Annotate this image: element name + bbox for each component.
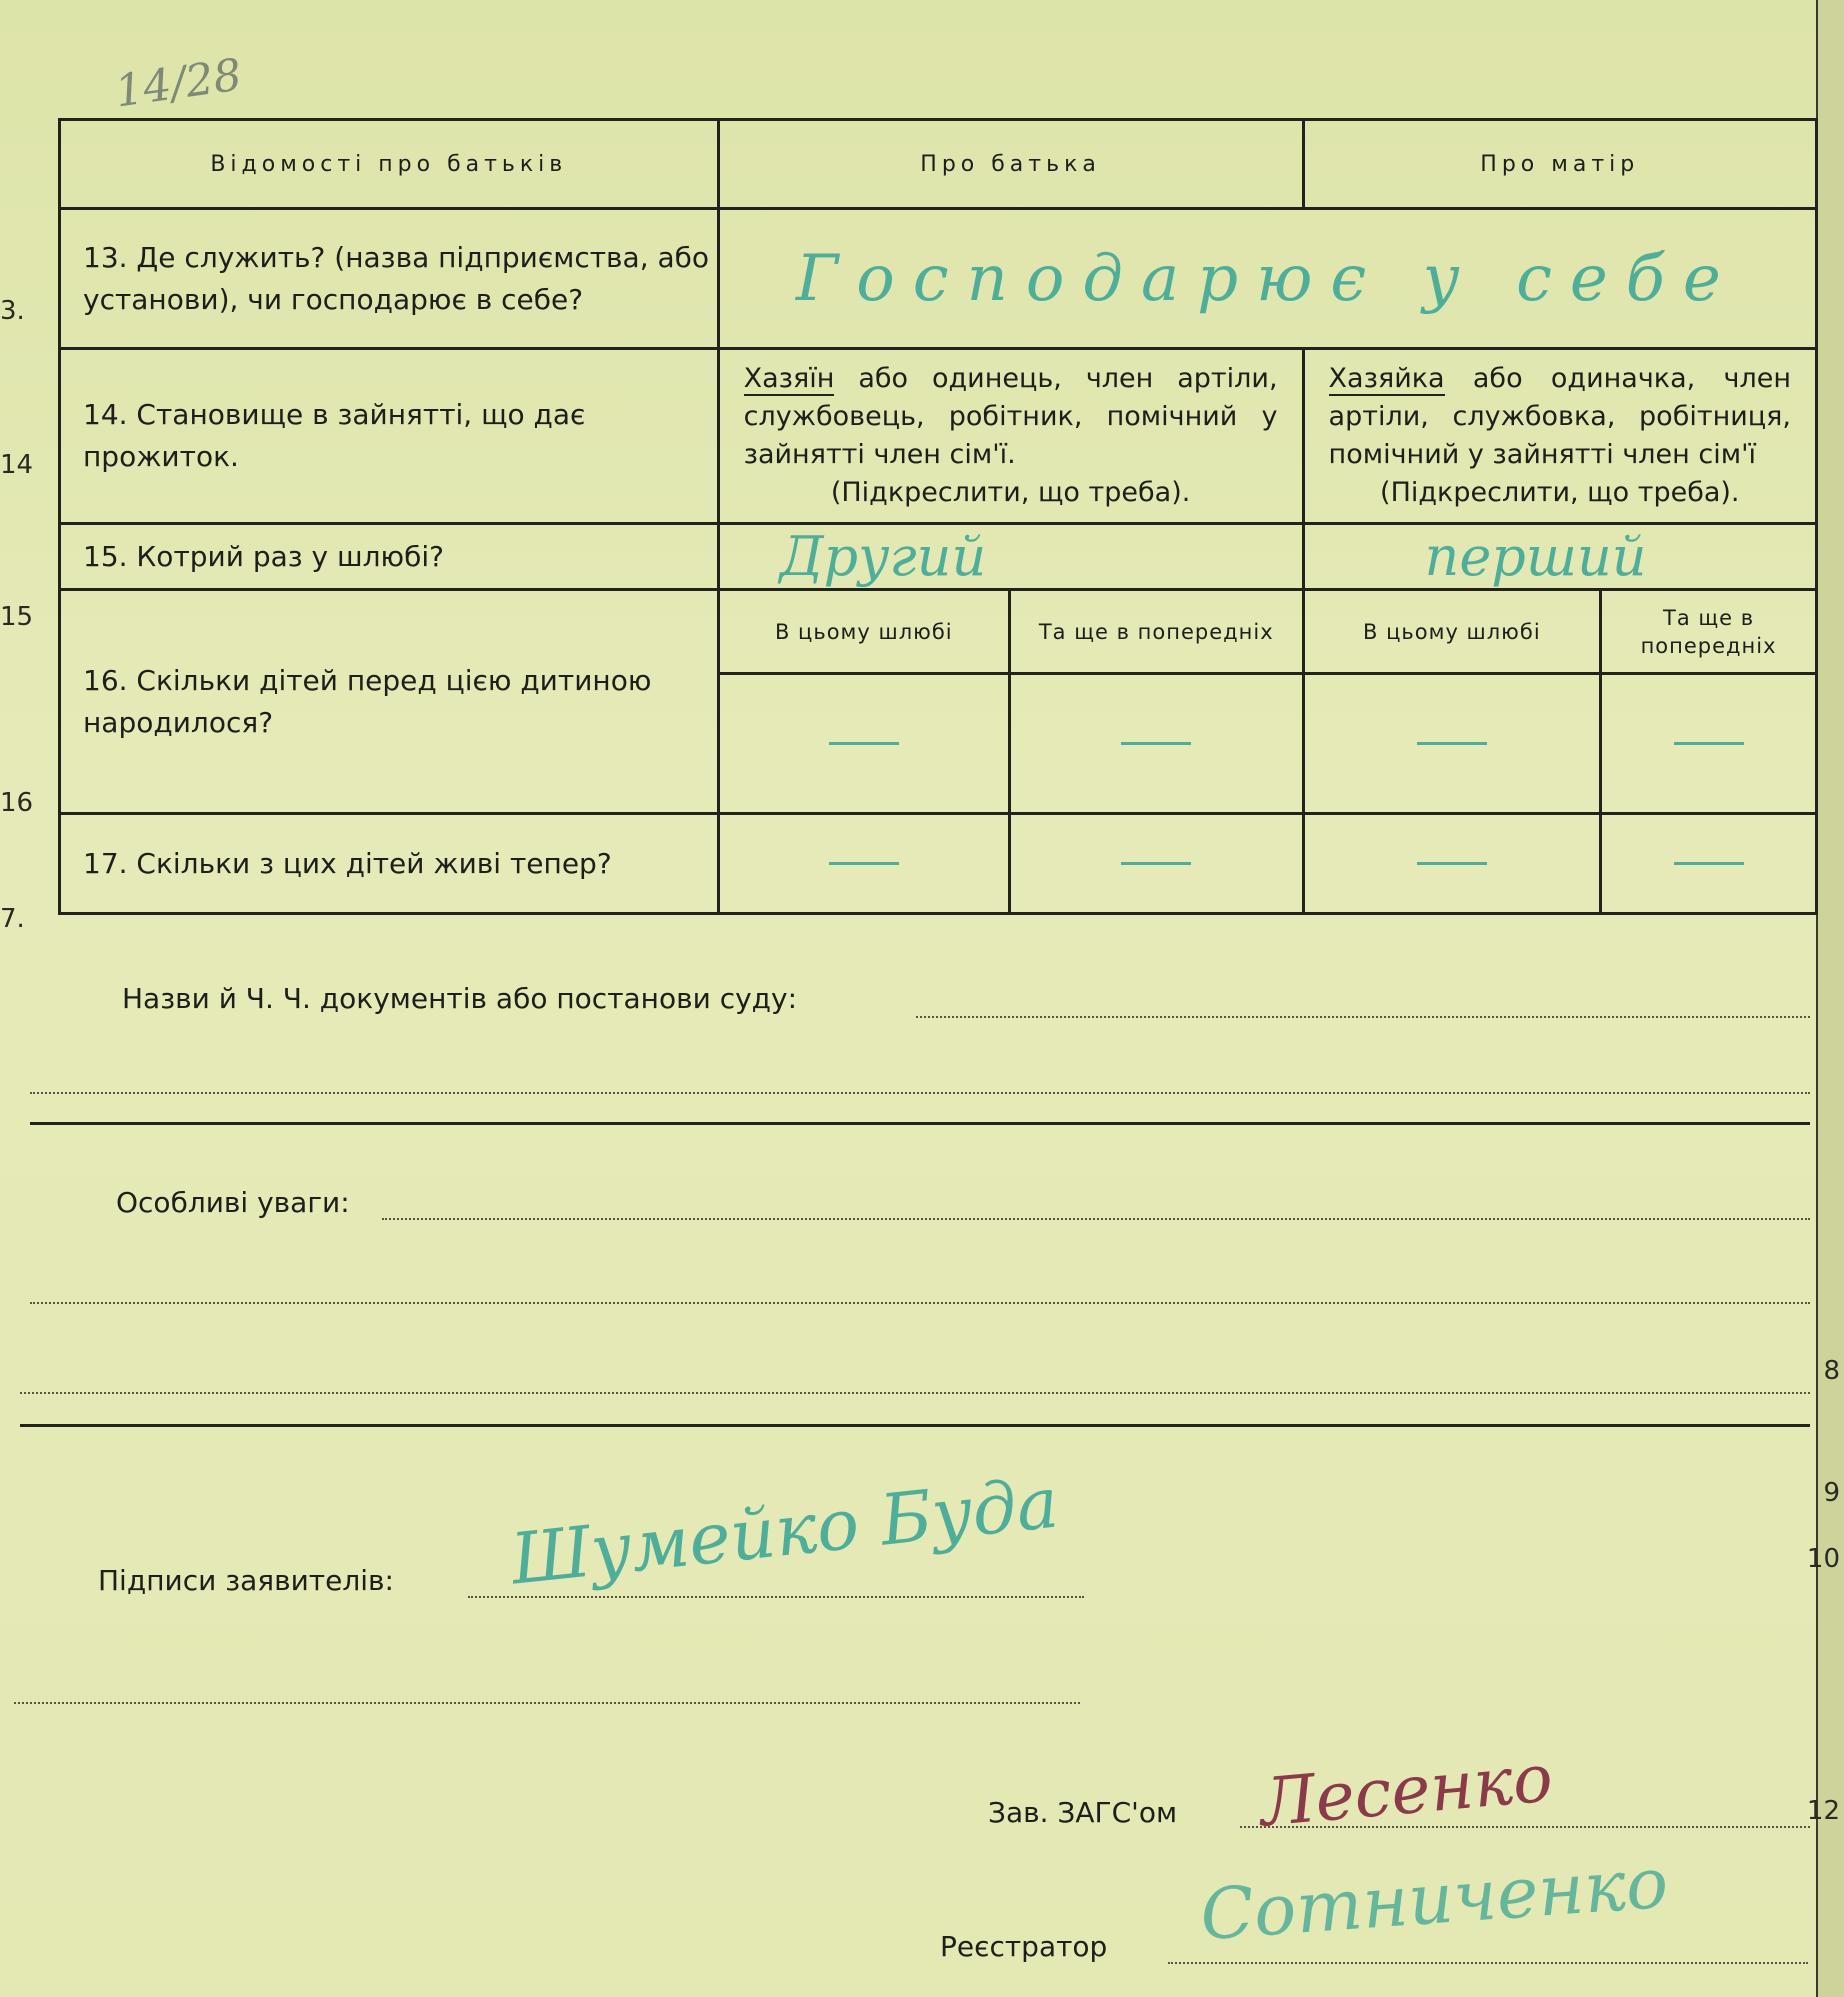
registrar-signature-line <box>1168 1962 1808 1964</box>
left-margin-number: 16 <box>0 788 34 818</box>
father-children-this-marriage <box>718 674 1009 814</box>
top-handwritten-note: 14/28 <box>112 49 245 118</box>
dash-mark <box>1674 742 1744 745</box>
registrar-label: Реєстратор <box>940 1930 1108 1963</box>
father-children-previous <box>1009 674 1303 814</box>
question-17-label: 17. Скільки з цих дітей живі тепер? <box>60 814 719 914</box>
signatures-dotted-line-2 <box>14 1702 1080 1704</box>
head-registry-label: Зав. ЗАГС'ом <box>988 1796 1178 1829</box>
question-13-label: 13. Де служить? (назва підприємства, або установи), чи господарює в себе? <box>60 209 719 349</box>
father-marriage-handwriting: Другий <box>779 525 987 588</box>
mother-instruction: (Підкреслити, що треба). <box>1380 477 1740 508</box>
parents-info-table <box>58 118 1818 915</box>
left-margin-number: 14 <box>0 450 34 480</box>
registrar-signature: Сотниченко <box>1197 1841 1671 1957</box>
section-divider <box>30 1122 1810 1125</box>
dash-mark <box>829 862 899 865</box>
dash-mark <box>1121 742 1191 745</box>
mother-this-marriage-header: В цьому шлюбі <box>1303 590 1601 674</box>
mother-marriage-handwriting: перший <box>1424 525 1647 588</box>
header-about-father: Про батька <box>718 120 1303 209</box>
right-margin-number: 9 <box>1823 1478 1840 1508</box>
father-living-previous <box>1009 814 1303 914</box>
answer-13 <box>718 209 1816 349</box>
question-16-label: 16. Скільки дітей перед цією дитиною народилося? <box>60 590 719 814</box>
signatures-dotted-line <box>468 1596 1084 1598</box>
father-other-options: або одинець, член артіли, службовець, робітник, помічний у зайнятті член сім'ї. <box>743 363 1278 470</box>
left-margin-number: 7. <box>0 904 25 934</box>
father-selected-option: Хазяїн <box>743 363 835 394</box>
dash-mark <box>1674 862 1744 865</box>
remarks-dotted-line-2 <box>30 1302 1810 1304</box>
father-occupation-options <box>718 349 1303 524</box>
question-15-label: 15. Котрий раз у шлюбі? <box>60 524 719 590</box>
signatures-label: Підписи заявителів: <box>98 1564 394 1597</box>
left-margin-number: 3. <box>0 296 25 326</box>
header-about-mother: Про матір <box>1303 120 1816 209</box>
question-14-label: 14. Становище в зайнятті, що дає прожиток. <box>60 349 719 524</box>
mother-children-previous <box>1601 674 1817 814</box>
father-previous-header: Та ще в попередніх <box>1009 590 1303 674</box>
answer-13-handwriting: Господарює у себе <box>795 241 1739 316</box>
mother-children-this-marriage <box>1303 674 1601 814</box>
remarks-dotted-line-3 <box>20 1392 1810 1394</box>
right-margin-number: 12 <box>1806 1796 1840 1826</box>
applicants-signature: Шумейко Буда <box>507 1461 1063 1601</box>
dash-mark <box>1417 862 1487 865</box>
mother-marriage-count <box>1303 524 1816 590</box>
right-margin-number: 10 <box>1806 1544 1840 1574</box>
mother-occupation-options <box>1303 349 1816 524</box>
father-this-marriage-header: В цьому шлюбі <box>718 590 1009 674</box>
dash-mark <box>1417 742 1487 745</box>
header-info-about-parents: Відомості про батьків <box>60 120 719 209</box>
mother-selected-option: Хазяйка <box>1328 363 1445 394</box>
dash-mark <box>829 742 899 745</box>
remarks-dotted-line <box>382 1218 1810 1220</box>
mother-previous-header: Та ще в попередніх <box>1601 590 1817 674</box>
father-marriage-count <box>718 524 1303 590</box>
father-living-this-marriage <box>718 814 1009 914</box>
documents-dotted-line-2 <box>30 1092 1810 1094</box>
dash-mark <box>1121 862 1191 865</box>
right-page-edge <box>1816 0 1844 1997</box>
head-signature: Лесенко <box>1257 1739 1556 1842</box>
section-divider-2 <box>20 1424 1810 1427</box>
mother-other-options: або одиначка, член артіли, службовка, робітниця, помічний у зайнятті член сім'ї <box>1328 363 1791 470</box>
mother-living-this-marriage <box>1303 814 1601 914</box>
right-margin-number: 8 <box>1823 1356 1840 1386</box>
mother-living-previous <box>1601 814 1817 914</box>
father-instruction: (Підкреслити, що треба). <box>830 477 1191 508</box>
documents-dotted-line <box>916 1016 1810 1018</box>
left-margin-number: 15 <box>0 602 34 632</box>
documents-label: Назви й Ч. Ч. документів або постанови суду: <box>122 982 798 1015</box>
remarks-label: Особливі уваги: <box>116 1186 350 1219</box>
